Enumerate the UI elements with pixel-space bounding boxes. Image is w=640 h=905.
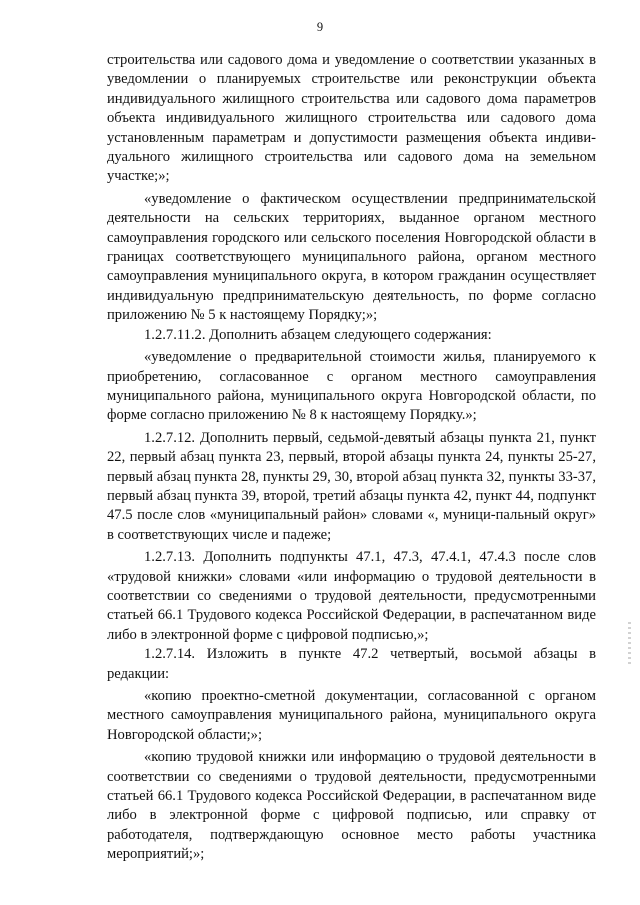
- paragraph-employment-record: «копию трудовой книжки или информацию о трудовой деятельности в соответствии со сведениями о трудовой деятельности, предусмотренными статьей 66.1 Трудового кодекса Российской Федерации, в распечатанном виде либо в электронной форме с цифровой подписью, или справку от работодателя, подтверждающую основное место работы участника мероприятий;»;: [107, 749, 596, 863]
- document-body: [107, 51, 596, 865]
- paragraph-item-1-2-7-11-2: 1.2.7.11.2. Дополнить абзацем следующего содержания:: [144, 326, 492, 343]
- paragraph-item-1-2-7-14: 1.2.7.14. Изложить в пункте 47.2 четвертый, восьмой абзацы в редакции:: [107, 646, 596, 682]
- paragraph-notification-entrepreneurship: «уведомление о фактическом осуществлении предпринимательской деятельности на сельских территориях, выданное органом местного самоуправления городского или сельского поселения Новгородской области в границах соответствующего муниципального района, органом местного самоуправления муниципального округа, в котором гражданин осуществляет индивидуальную предпринимательскую деятельность, по форме согласно приложению № 5 к настоящему Порядку;»;: [107, 190, 596, 324]
- scan-edge-mark: [628, 622, 631, 667]
- paragraph-notification-housing-cost: «уведомление о предварительной стоимости жилья, планируемого к приобретению, согласованное с органом местного самоуправления муниципального района, муниципального округа Новгородской области, по форме согласно приложению № 8 к настоящему Порядку.»;: [107, 349, 596, 424]
- paragraph-item-1-2-7-12: 1.2.7.12. Дополнить первый, седьмой-девятый абзацы пункта 21, пункт 22, первый абзац пункта 23, первый, второй абзацы пункта 24, пункты 25-27, первый абзац пункта 28, пункты 29, 30, второй абзац пункта 32, пункты 33-37, первый абзац пункта 39, второй, третий абзацы пункта 42, пункт 44, подпункт 47.5 после слов «муниципальный район» словами «, муници-пальный округ» в соответствующих числе и падеже;: [107, 429, 596, 543]
- paragraph-continuation: строительства или садового дома и уведомление о соответствии указанных в уведомлении о планируемых строительстве или реконструкции объекта индивидуального жилищного строительства или садового дома параметров объекта индивидуального жилищного строительства или садового дома установленным параметрам и допустимости размещения объекта индиви-дуального жилищного строительства или садового дома на земельном участке;»;: [107, 52, 596, 185]
- paragraph-item-1-2-7-13: 1.2.7.13. Дополнить подпункты 47.1, 47.3, 47.4.1, 47.4.3 после слов «трудовой книжки» словами «или информацию о трудовой деятельности в соответствии со сведениями о трудовой деятельности, предусмотренными статьей 66.1 Трудового кодекса Российской Федерации, в распечатанном виде либо в электронной форме с цифровой подписью,»;: [107, 549, 596, 643]
- paragraph-design-documentation: «копию проектно-сметной документации, согласованной с органом местного самоуправления муниципального района, муниципального округа Новгородской области;»;: [107, 688, 596, 743]
- page-number: 9: [316, 20, 324, 34]
